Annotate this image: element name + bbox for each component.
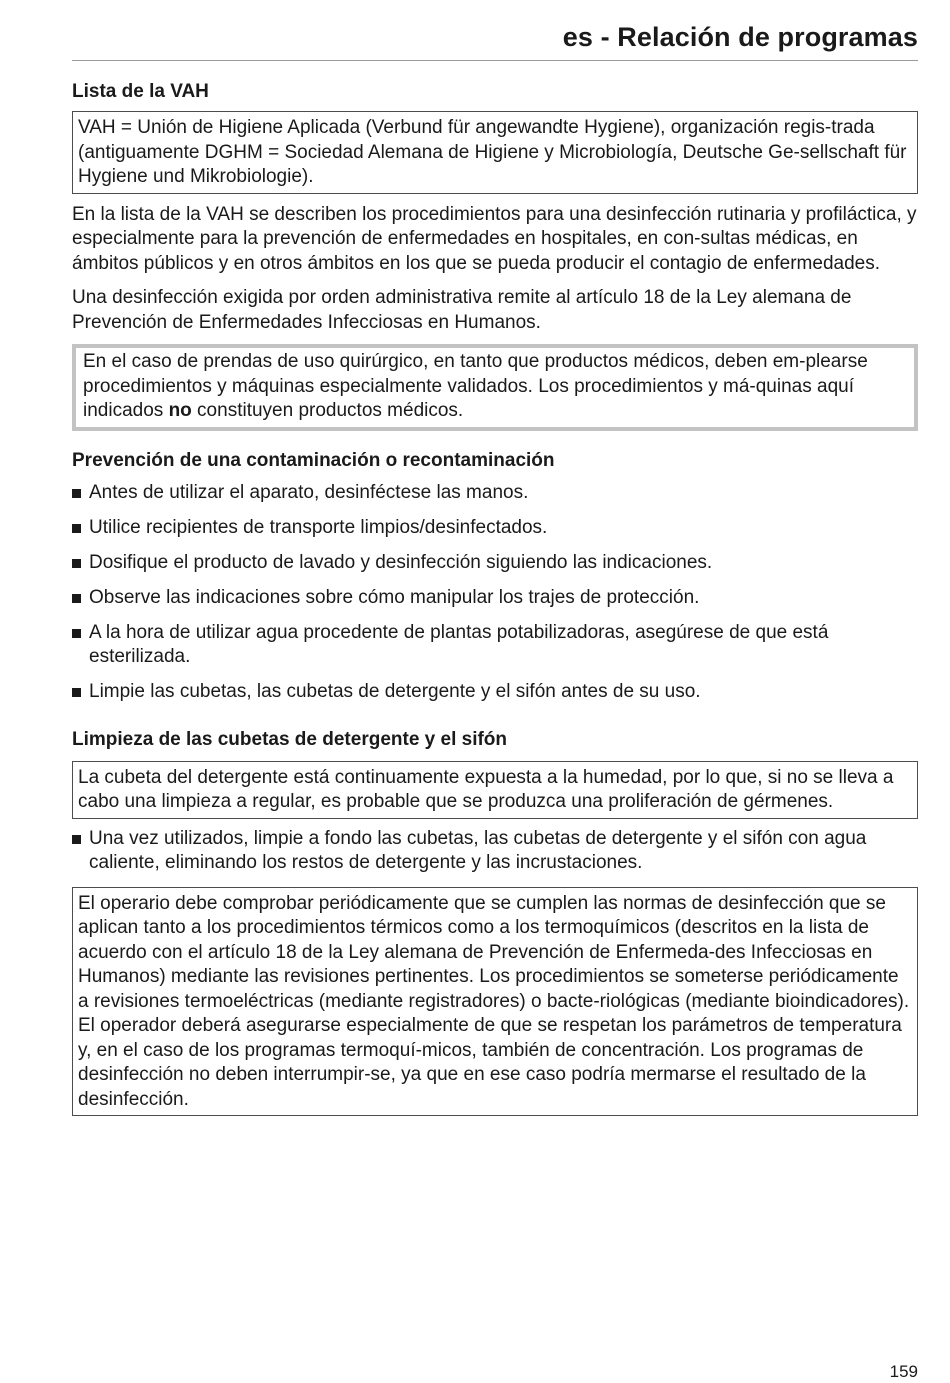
operator-checks-box <box>72 887 918 1117</box>
bullet-square-icon <box>72 688 81 697</box>
bullet-square-icon <box>72 489 81 498</box>
prevention-heading: Prevención de una contaminación o recontaminación <box>72 449 555 471</box>
vah-legal-reference: Una desinfección exigida por orden administrativa remite al artículo 18 de la Ley alemana de Prevención de Enfermedades Infecciosas en Humanos. <box>72 287 852 333</box>
cleaning-heading: Limpieza de las cubetas de detergente y el sifón <box>72 728 508 750</box>
operator-checks-text: El operario debe comprobar periódicamente que se cumplen las normas de desinfección que se aplican tanto a los procedimientos térmicos como a los termoquímicos (descritos en la lista de acuerdo con el artículo 18 de la Ley alemana de Prevención de Enfermeda-des Infecciosas en Humanos) mediante las revisiones pertinentes. Los procedimientos se someterse periódicamente a revisiones termoeléctricas (mediante registradores) o bacte-riológicas (mediante bioindicadores). El operador deberá asegurarse especialmente de que se respetan los parámetros de temperatura y, en el caso de los programas termoquí-micos, también de concentración. Los programas de desinfección no deben interrumpir-se, ya que en ese caso podría mermarse el resultado de la desinfección. <box>78 892 910 1110</box>
list-item: Dosifique el producto de lavado y desinfección siguiendo las indicaciones. <box>72 551 918 576</box>
list-item: Utilice recipientes de transporte limpios/desinfectados. <box>72 516 918 541</box>
list-item: Observe las indicaciones sobre cómo manipular los trajes de protección. <box>72 586 918 611</box>
page-number: 159 <box>889 1362 918 1381</box>
vah-description: En la lista de la VAH se describen los procedimientos para una desinfección rutinaria y profiláctica, y especialmente para la prevención de enfermedades en hospitales, en con-sultas médicas, en ámbitos públicos y en otros ámbitos en los que se pueda producir el contagio de enfermedades. <box>72 203 917 274</box>
bullet-square-icon <box>72 524 81 533</box>
detergent-hygiene-text: La cubeta del detergente está continuamente expuesta a la humedad, por lo que, si no se lleva a cabo una limpieza a regular, es probable que se produzca una proliferación de gérmenes. <box>78 766 894 812</box>
detergent-hygiene-box <box>72 761 918 819</box>
bullet-square-icon <box>72 594 81 603</box>
notice-text-end: constituyen productos médicos. <box>191 400 464 421</box>
page-content <box>72 79 918 1116</box>
vah-definition-box <box>72 111 918 194</box>
vah-definition-line2: (antiguamente DGHM = Sociedad Alemana de Higiene y Microbiología, Deutsche Ge-sellschaft für Hygiene und Mikrobiologie). <box>78 141 907 187</box>
cleaning-list <box>72 827 918 876</box>
prevention-list <box>72 481 918 705</box>
vah-definition-line1: VAH = Unión de Higiene Aplicada (Verbund für angewandte Hygiene), organización regis-trada <box>78 117 875 138</box>
medical-products-notice <box>72 344 918 431</box>
list-item: A la hora de utilizar agua procedente de plantas potabilizadoras, asegúrese de que está esterilizada. <box>72 621 918 670</box>
notice-text-bold: no <box>168 400 192 421</box>
bullet-square-icon <box>72 629 81 638</box>
list-item: Limpie las cubetas, las cubetas de detergente y el sifón antes de su uso. <box>72 680 918 705</box>
vah-heading: Lista de la VAH <box>72 81 209 102</box>
bullet-square-icon <box>72 835 81 844</box>
page-header <box>72 18 918 61</box>
list-item: Antes de utilizar el aparato, desinféctese las manos. <box>72 481 918 506</box>
notice-text-start: En el caso de prendas de uso quirúrgico, en tanto que productos médicos, deben em-plearse procedimientos y máquinas especialmente validados. Los procedimientos y má-quinas aquí indicados <box>83 351 868 421</box>
page-title: es - Relación de programas <box>562 22 918 52</box>
list-item: Una vez utilizados, limpie a fondo las cubetas, las cubetas de detergente y el sifón con agua caliente, eliminando los restos de detergente y las incrustaciones. <box>72 827 918 876</box>
bullet-square-icon <box>72 559 81 568</box>
